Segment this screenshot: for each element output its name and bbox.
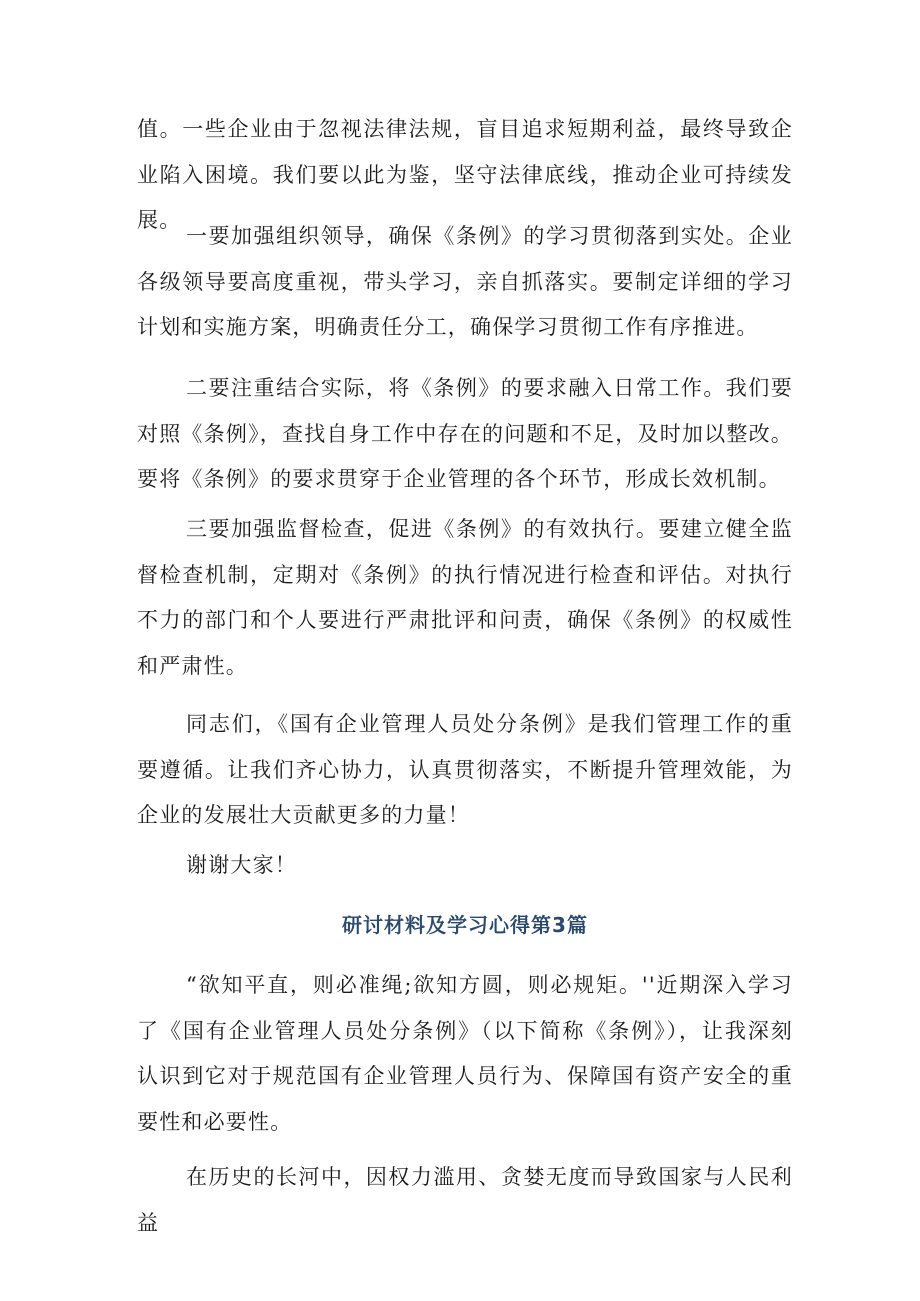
section-heading: 研讨材料及学习心得第3篇: [342, 913, 588, 937]
paragraph-conclusion: 同志们，《国有企业管理人员处分条例》是我们管理工作的重要遵循。让我们齐心协力，认真贯彻落实，不断提升管理效能，为企业的发展壮大贡献更多的力量！: [137, 712, 793, 827]
paragraph-point-two: 二要注重结合实际，将《条例》的要求融入日常工作。我们要对照《条例》，查找自身工作中存在的问题和不足，及时加以整改。要将《条例》的要求贯穿于企业管理的各个环节，形成长效机制。: [137, 376, 793, 491]
section-paragraph-intro: “欲知平直，则必准绳;欲知方圆，则必规矩。''近期深入学习了《国有企业管理人员处分条例》（以下简称《条例》），让我深刻认识到它对于规范国有企业管理人员行为、保障国有资产安全的重要性和必要性。: [137, 973, 793, 1134]
section-paragraph-history: 在历史的长河中，因权力滥用、贪婪无度而导致国家与人民利益: [137, 1165, 793, 1235]
paragraph-point-one: 一要加强组织领导，确保《条例》的学习贯彻落到实处。企业各级领导要高度重视，带头学习，亲自抓落实。要制定详细的学习计划和实施方案，明确责任分工，确保学习贯彻工作有序推进。: [137, 224, 793, 339]
paragraph-point-three: 三要加强监督检查，促进《条例》的有效执行。要建立健全监督检查机制，定期对《条例》的执行情况进行检查和评估。对执行不力的部门和个人要进行严肃批评和问责，确保《条例》的权威性和严肃性。: [137, 517, 793, 678]
paragraph-continuation: 值。一些企业由于忽视法律法规，盲目追求短期利益，最终导致企业陷入困境。我们要以此为鉴，坚守法律底线，推动企业可持续发展。: [137, 117, 793, 232]
paragraph-thanks: 谢谢大家！: [186, 853, 297, 877]
